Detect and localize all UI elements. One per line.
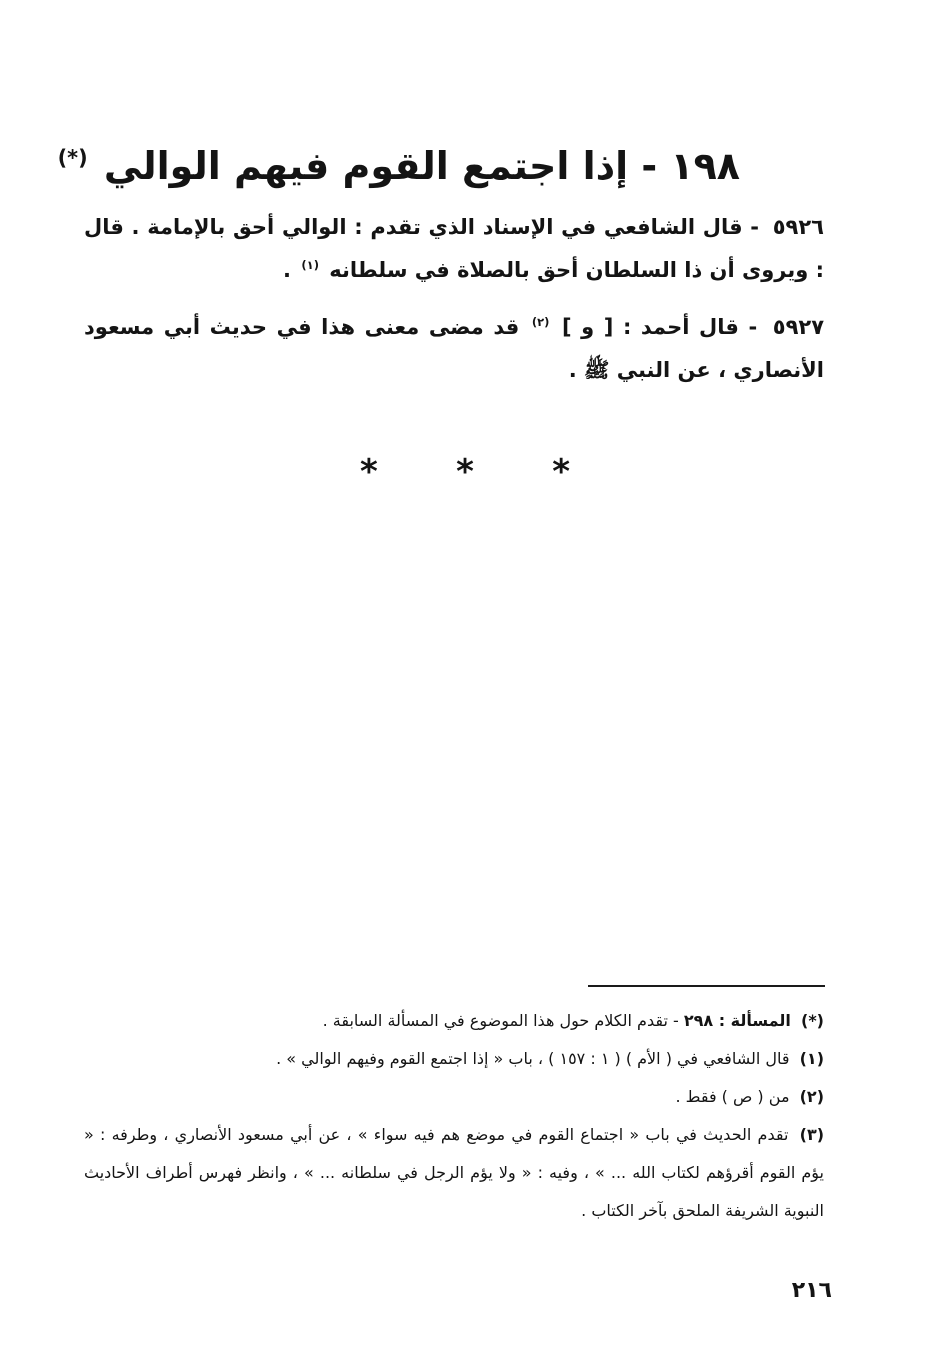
footnote-marker: (٢) — [799, 1087, 824, 1106]
paragraph-number: ٥٩٢٦ — [772, 215, 824, 239]
paragraph-dash: - — [750, 215, 760, 239]
footnote-divider — [588, 985, 825, 987]
separator-star: * — [360, 452, 378, 492]
page-number: ٢١٦ — [791, 1278, 832, 1303]
footnote-item — [84, 1078, 824, 1116]
separator-star: * — [456, 452, 474, 492]
footnote-text: - تقدم الكلام حول هذا الموضوع في المسألة السابقة . — [322, 1011, 679, 1030]
chapter-title — [57, 138, 740, 194]
paragraph-text-before: قال أحمد : [ و ] — [562, 315, 739, 339]
chapter-title-text: إذا اجتمع القوم فيهم الوالي — [103, 144, 629, 188]
footnote-marker: (١) — [799, 1049, 824, 1068]
footnote-item — [84, 1040, 824, 1078]
footnote-text: قال الشافعي في ( الأم ) ( ١ : ١٥٧ ) ، باب « إذا اجتمع القوم وفيهم الوالي » . — [276, 1049, 790, 1068]
chapter-footnote-ref: (*) — [57, 146, 88, 171]
footnote-bold-text: المسألة : ٢٩٨ — [683, 1011, 791, 1030]
footnotes — [84, 1002, 824, 1230]
paragraph-tail: . — [283, 258, 292, 282]
footnote-item — [84, 1002, 824, 1040]
footnote-marker: (٣) — [799, 1125, 825, 1144]
footnote-marker: (*) — [801, 1011, 824, 1030]
footnote-ref: (١) — [301, 258, 319, 272]
paragraph-dash: - — [748, 315, 758, 339]
footnote-text: من ( ص ) فقط . — [675, 1087, 790, 1106]
footnote-item — [84, 1116, 824, 1230]
footnote-ref: (٢) — [531, 315, 550, 329]
footnote-text: تقدم الحديث في باب « اجتماع القوم في موضع هم فيه سواء » ، عن أبي مسعود الأنصاري ، وطرفه : « يؤم القوم أقرؤهم لكتاب الله ... » ، وفيه : « ولا يؤم الرجل في سلطانه ... » ، وانظر فهرس أطراف الأحاديث النبوية الشريفة الملحق بآخر الكتاب . — [84, 1125, 824, 1220]
section-separator — [360, 452, 570, 492]
chapter-number: ١٩٨ — [670, 144, 740, 188]
separator-star: * — [552, 452, 570, 492]
paragraph-5927 — [84, 306, 824, 392]
paragraph-number: ٥٩٢٧ — [772, 315, 825, 339]
paragraph-text-after: قد مضى معنى هذا في حديث أبي مسعود الأنصاري ، عن النبي ﷺ . — [84, 315, 824, 382]
paragraph-text: قال الشافعي في الإسناد الذي تقدم : الوالي أحق بالإمامة . قال : ويروى أن ذا السلطان أحق بالصلاة في سلطانه — [84, 215, 824, 282]
paragraph-5926 — [84, 206, 824, 292]
chapter-dash: - — [641, 144, 658, 188]
